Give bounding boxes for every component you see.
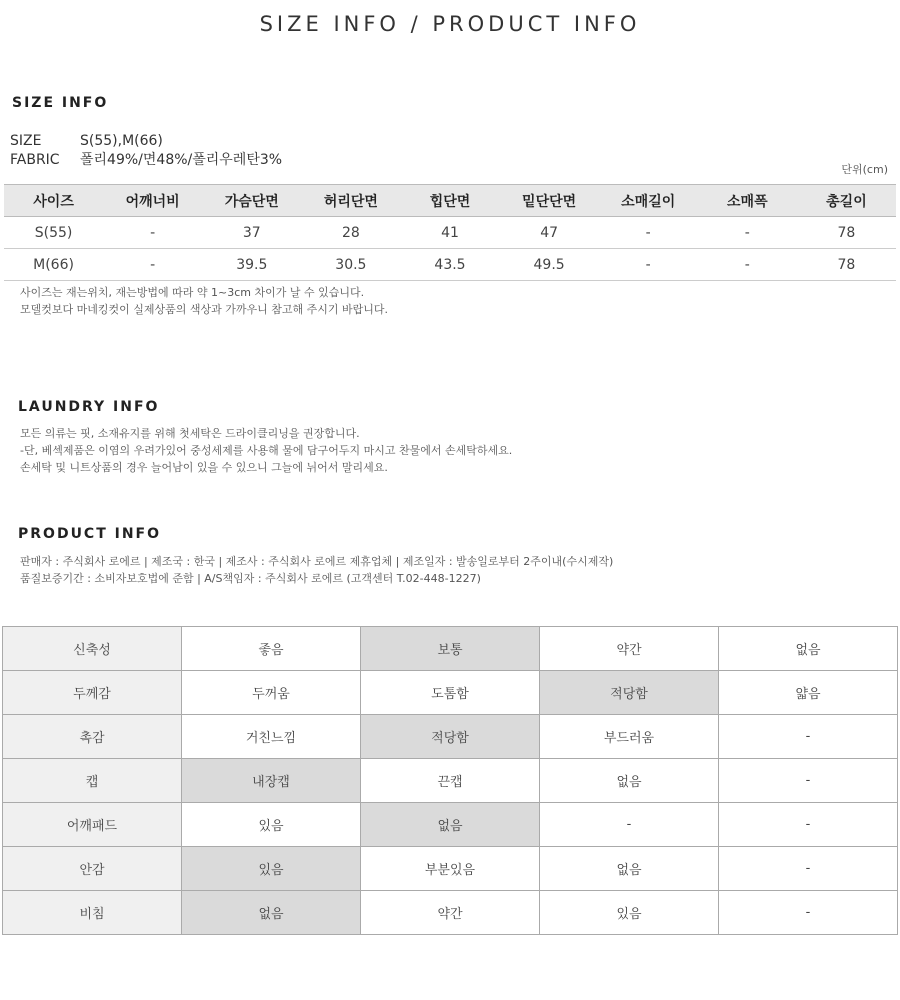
attribute-option-selected: 적당함: [361, 715, 540, 759]
attribute-row: [3, 715, 898, 759]
attribute-option: -: [719, 847, 898, 891]
laundry-notes: [20, 425, 512, 476]
page-title: SIZE INFO / PRODUCT INFO: [259, 12, 641, 36]
product-info-heading: PRODUCT INFO: [18, 526, 162, 542]
attribute-option-selected: 내장캡: [182, 759, 361, 803]
table-cell: 39.5: [202, 249, 301, 281]
col-header-hip: 힙단면: [400, 185, 499, 217]
attribute-option-selected: 보통: [361, 627, 540, 671]
table-cell: 78: [797, 217, 896, 249]
table-cell: 43.5: [400, 249, 499, 281]
attribute-name: 캡: [3, 759, 182, 803]
laundry-info-heading: LAUNDRY INFO: [18, 399, 160, 415]
attribute-table: [2, 626, 898, 935]
laundry-note-line: -단, 베섹제품은 이염의 우려가있어 중성세제를 사용해 물에 담구어두지 마시고 찬물에서 손세탁하세요.: [20, 444, 513, 457]
table-cell: M(66): [4, 249, 103, 281]
attribute-option: 있음: [540, 891, 719, 935]
col-header-size: 사이즈: [4, 185, 103, 217]
col-header-shoulder: 어깨너비: [103, 185, 202, 217]
attribute-option: 얇음: [719, 671, 898, 715]
fabric-label: FABRIC: [10, 152, 60, 168]
attribute-option: 있음: [182, 803, 361, 847]
table-row: [4, 217, 896, 249]
attribute-option-selected: 없음: [182, 891, 361, 935]
table-cell: -: [599, 217, 698, 249]
attribute-option: -: [719, 803, 898, 847]
col-header-sleeve-length: 소매길이: [599, 185, 698, 217]
fabric-value: 폴리49%/면48%/폴리우레탄3%: [80, 152, 283, 168]
size-value: S(55),M(66): [80, 133, 163, 149]
attribute-option: 약간: [540, 627, 719, 671]
attribute-option: 도톰함: [361, 671, 540, 715]
table-cell: -: [698, 249, 797, 281]
attribute-option-selected: 있음: [182, 847, 361, 891]
product-note-line: 판매자 : 주식회사 로에르 | 제조국 : 한국 | 제조사 : 주식회사 로에르 제휴업체 | 제조일자 : 발송일로부터 2주이내(수시제작): [20, 555, 614, 568]
table-cell: 30.5: [301, 249, 400, 281]
attribute-name: 촉감: [3, 715, 182, 759]
attribute-row: [3, 627, 898, 671]
attribute-option: -: [719, 759, 898, 803]
col-header-total-length: 총길이: [797, 185, 896, 217]
size-note-line: 사이즈는 재는위치, 재는방법에 따라 약 1~3cm 차이가 날 수 있습니다.: [20, 286, 365, 299]
unit-label: 단위(cm): [841, 163, 888, 176]
size-notes: [20, 284, 388, 318]
attribute-name: 신축성: [3, 627, 182, 671]
product-note-line: 품질보증기간 : 소비자보호법에 준함 | A/S책임자 : 주식회사 로에르 (고객센터 T.02-448-1227): [20, 572, 481, 585]
col-header-chest: 가슴단면: [202, 185, 301, 217]
table-cell: 28: [301, 217, 400, 249]
attribute-option: 약간: [361, 891, 540, 935]
attribute-option: 부분있음: [361, 847, 540, 891]
laundry-note-line: 손세탁 및 니트상품의 경우 늘어남이 있을 수 있으니 그늘에 뉘어서 말리세요.: [20, 461, 388, 474]
table-cell: S(55): [4, 217, 103, 249]
col-header-waist: 허리단면: [301, 185, 400, 217]
attribute-name: 어깨패드: [3, 803, 182, 847]
attribute-option-selected: 없음: [361, 803, 540, 847]
spec-fabric-line: [10, 149, 282, 169]
product-notes: [20, 553, 613, 587]
col-header-hem: 밑단단면: [500, 185, 599, 217]
attribute-row: [3, 803, 898, 847]
attribute-option: 없음: [719, 627, 898, 671]
size-label: SIZE: [10, 133, 42, 149]
size-info-heading: SIZE INFO: [12, 95, 109, 111]
table-cell: -: [599, 249, 698, 281]
attribute-row: [3, 671, 898, 715]
attribute-option: 없음: [540, 847, 719, 891]
table-cell: -: [103, 217, 202, 249]
attribute-name: 안감: [3, 847, 182, 891]
attribute-option: 두꺼움: [182, 671, 361, 715]
laundry-note-line: 모든 의류는 핏, 소재유지를 위해 첫세탁은 드라이클리닝을 권장합니다.: [20, 427, 360, 440]
table-cell: 49.5: [500, 249, 599, 281]
size-note-line: 모델컷보다 마네킹컷이 실제상품의 색상과 가까우니 참고해 주시기 바랍니다.: [20, 303, 389, 316]
attribute-option: 없음: [540, 759, 719, 803]
table-cell: 41: [400, 217, 499, 249]
table-cell: 37: [202, 217, 301, 249]
table-cell: -: [698, 217, 797, 249]
table-row: [4, 249, 896, 281]
attribute-option: -: [540, 803, 719, 847]
attribute-name: 비침: [3, 891, 182, 935]
attribute-option: 거친느낌: [182, 715, 361, 759]
size-table-header-row: [4, 185, 896, 217]
size-table: [4, 184, 896, 281]
table-cell: -: [103, 249, 202, 281]
attribute-row: [3, 891, 898, 935]
attribute-option-selected: 적당함: [540, 671, 719, 715]
spec-size-line: [10, 133, 163, 149]
attribute-name: 두께감: [3, 671, 182, 715]
attribute-option: 부드러움: [540, 715, 719, 759]
col-header-sleeve-width: 소매폭: [698, 185, 797, 217]
attribute-option: 끈캡: [361, 759, 540, 803]
table-cell: 47: [500, 217, 599, 249]
attribute-option: -: [719, 715, 898, 759]
attribute-option: -: [719, 891, 898, 935]
attribute-option: 좋음: [182, 627, 361, 671]
attribute-row: [3, 847, 898, 891]
attribute-row: [3, 759, 898, 803]
table-cell: 78: [797, 249, 896, 281]
